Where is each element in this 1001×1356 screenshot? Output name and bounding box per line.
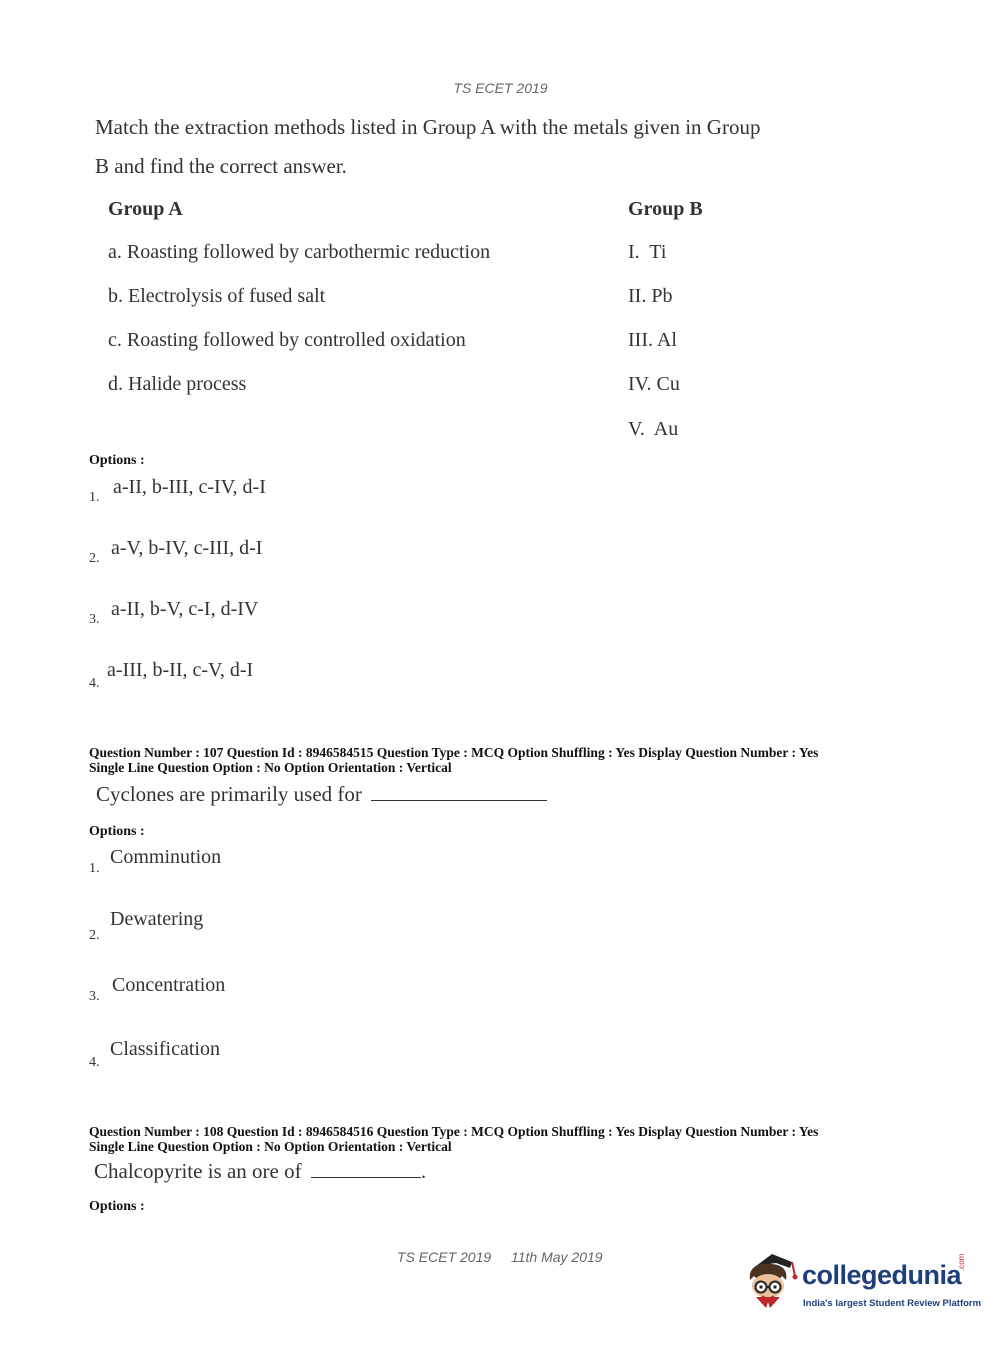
group-a-item: d. Halide process [108, 373, 247, 395]
option-number: 3. [89, 989, 100, 1004]
group-a-item: a. Roasting followed by carbothermic reduction [108, 241, 491, 263]
question-meta-line-1: Question Number : 108 Question Id : 8946584516 Question Type : MCQ Option Shuffling : Yes Display Question Number : Yes [89, 1124, 819, 1139]
page-header-title: TS ECET 2019 [453, 80, 548, 96]
option-text[interactable]: a-II, b-V, c-I, d-IV [111, 598, 259, 620]
group-b-item: III. Al [628, 329, 677, 351]
brand-logo [742, 1250, 982, 1320]
question-text-line-1: Match the extraction methods listed in Group A with the metals given in Group [95, 115, 761, 139]
question-text: Chalcopyrite is an ore of [94, 1159, 302, 1183]
mascot-icon [742, 1250, 802, 1314]
options-label: Options : [89, 453, 145, 468]
option-text[interactable]: a-III, b-II, c-V, d-I [107, 659, 254, 681]
question-meta-line-2: Single Line Question Option : No Option Orientation : Vertical [89, 1139, 452, 1154]
question-end-punctuation: . [420, 1159, 427, 1183]
brand-name: collegedunia [802, 1260, 962, 1290]
group-b-item: II. Pb [628, 285, 673, 307]
footer-exam-name: TS ECET 2019 [397, 1249, 492, 1265]
options-label: Options : [89, 824, 145, 839]
option-text[interactable]: Classification [110, 1038, 220, 1060]
option-number: 4. [89, 1055, 100, 1070]
option-number: 3. [89, 612, 100, 627]
option-text[interactable]: Concentration [112, 974, 226, 996]
group-a-item: c. Roasting followed by controlled oxidation [108, 329, 466, 351]
group-b-heading: Group B [628, 198, 703, 220]
option-text[interactable]: Comminution [110, 846, 222, 868]
options-label: Options : [89, 1199, 145, 1214]
question-meta-line-2: Single Line Question Option : No Option Orientation : Vertical [89, 760, 452, 775]
option-number: 2. [89, 551, 100, 566]
option-number: 2. [89, 928, 100, 943]
option-number: 1. [89, 490, 100, 505]
answer-blank [311, 1159, 421, 1178]
question-meta-line-1: Question Number : 107 Question Id : 8946584515 Question Type : MCQ Option Shuffling : Yes Display Question Number : Yes [89, 745, 819, 760]
group-a-item: b. Electrolysis of fused salt [108, 285, 326, 307]
group-a-heading: Group A [108, 198, 183, 220]
group-b-item: IV. Cu [628, 373, 680, 395]
question-text-line-2: B and find the correct answer. [95, 154, 347, 178]
option-number: 1. [89, 861, 100, 876]
option-text[interactable]: a-II, b-III, c-IV, d-I [113, 476, 266, 498]
group-b-item: I. Ti [628, 241, 667, 263]
group-b-item: V. Au [628, 418, 679, 440]
question-text: Cyclones are primarily used for [96, 782, 362, 806]
brand-tagline: India's largest Student Review Platform [803, 1298, 982, 1309]
answer-blank [371, 782, 547, 801]
option-number: 4. [89, 676, 100, 691]
option-text[interactable]: a-V, b-IV, c-III, d-I [111, 537, 263, 559]
footer-exam-date: 11th May 2019 [511, 1249, 603, 1265]
option-text[interactable]: Dewatering [110, 908, 204, 930]
brand-domain-suffix: .com [957, 1253, 966, 1271]
